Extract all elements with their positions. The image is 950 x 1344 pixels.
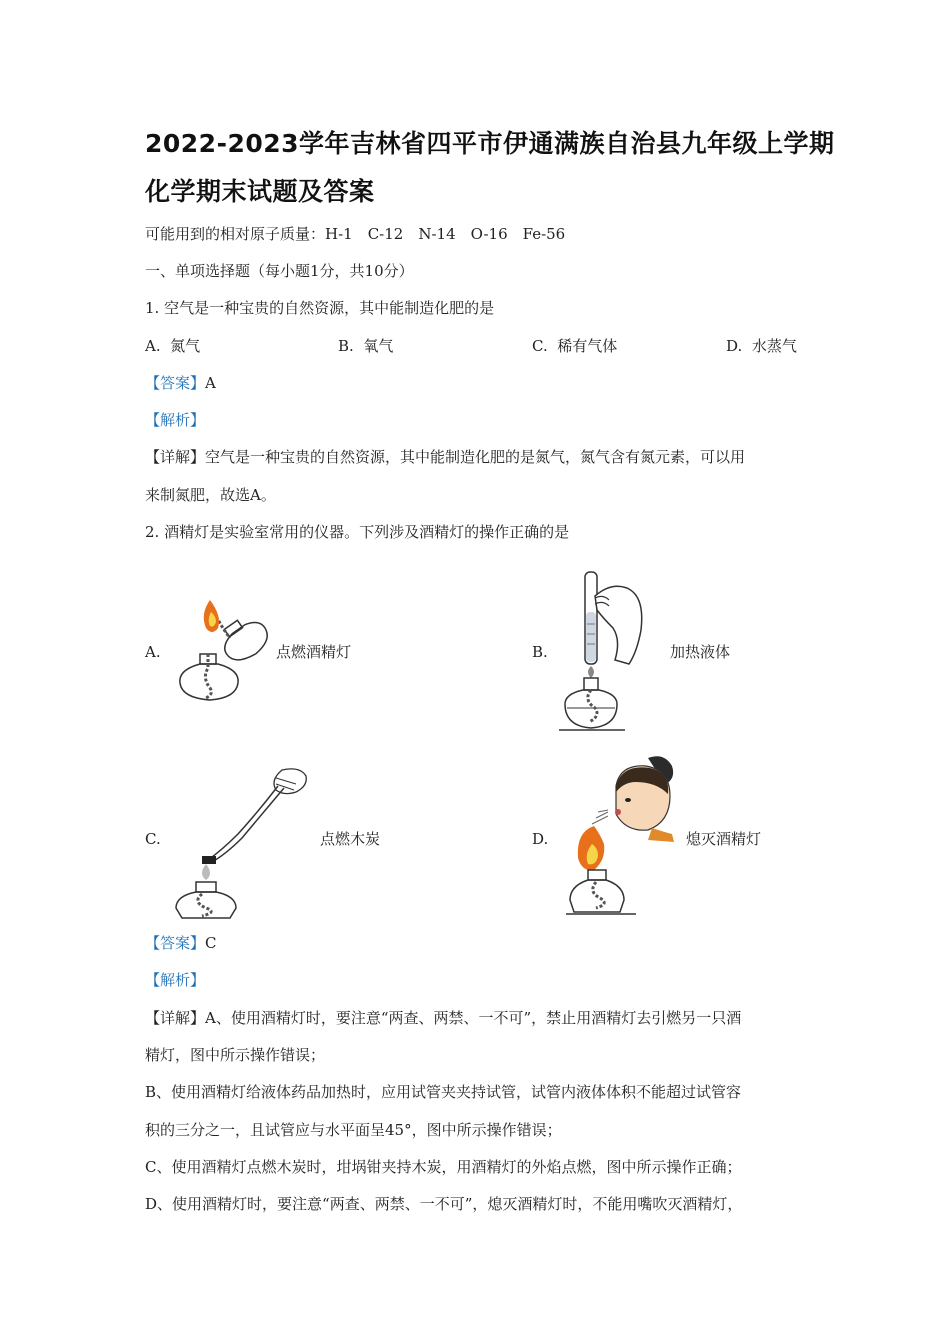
- q2-detail-b-cont: 积的三分之一，且试管应与水平面呈45°，图中所示操作错误；: [145, 1121, 562, 1139]
- atomic-mass-note: 可能用到的相对原子质量：H-1 C-12 N-14 O-16 Fe-56: [145, 225, 566, 243]
- q1-option-b: B. 氧气: [338, 337, 394, 355]
- q1-detail: 【详解】空气是一种宝贵的自然资源，其中能制造化肥的是氮气，氮气含有氮元素，可以用: [145, 448, 746, 466]
- q2-option-a-letter: A.: [145, 643, 161, 661]
- q2-option-d-caption: 熄灭酒精灯: [686, 830, 762, 848]
- q1-option-a: A. 氮气: [145, 337, 201, 355]
- q1-option-d: D. 水蒸气: [726, 337, 797, 355]
- q2-option-b-caption: 加热液体: [670, 643, 731, 661]
- q2-option-b-letter: B.: [532, 643, 548, 661]
- q1-analysis-tag: 【解析】: [145, 411, 206, 429]
- q2-option-a-caption: 点燃酒精灯: [276, 643, 352, 661]
- page-title-line-1: 2022-2023学年吉林省四平市伊通满族自治县九年级上学期: [145, 129, 835, 158]
- figure-c-igniting-charcoal: [172, 762, 312, 922]
- q2-detail-c: C、使用酒精灯点燃木炭时，坩埚钳夹持木炭，用酒精灯的外焰点燃，图中所示操作正确；: [145, 1158, 742, 1176]
- figure-d-blowing-out-lamp: [566, 752, 686, 920]
- q2-detail-a-cont: 精灯，图中所示操作错误；: [145, 1046, 326, 1064]
- q1-stem: 1. 空气是一种宝贵的自然资源，其中能制造化肥的是: [145, 299, 495, 317]
- q2-detail-b: B、使用酒精灯给液体药品加热时，应用试管夹夹持试管，试管内液体体积不能超过试管容: [145, 1083, 742, 1101]
- q2-option-d-letter: D.: [532, 830, 549, 848]
- q2-option-c-letter: C.: [145, 830, 161, 848]
- q1-answer: 【答案】A: [145, 374, 216, 392]
- q2-analysis-tag: 【解析】: [145, 971, 206, 989]
- figure-a-lamp-lighting-lamp: [170, 598, 280, 708]
- q2-detail-d: D、使用酒精灯时，要注意“两查、两禁、一不可”，熄灭酒精灯时，不能用嘴吹灭酒精灯，: [145, 1195, 743, 1213]
- q2-stem: 2. 酒精灯是实验室常用的仪器。下列涉及酒精灯的操作正确的是: [145, 523, 570, 541]
- q2-answer: 【答案】C: [145, 934, 217, 952]
- q1-option-c: C. 稀有气体: [532, 337, 618, 355]
- page-title-line-2: 化学期末试题及答案: [145, 177, 375, 206]
- section-heading: 一、单项选择题（每小题1分，共10分）: [145, 262, 414, 280]
- figure-b-heating-liquid: [555, 568, 655, 734]
- q2-detail-a: 【详解】A、使用酒精灯时，要注意“两查、两禁、一不可”，禁止用酒精灯去引燃另一只酒: [145, 1009, 742, 1027]
- q1-detail-cont: 来制氮肥，故选A。: [145, 486, 276, 504]
- q2-option-c-caption: 点燃木炭: [320, 830, 381, 848]
